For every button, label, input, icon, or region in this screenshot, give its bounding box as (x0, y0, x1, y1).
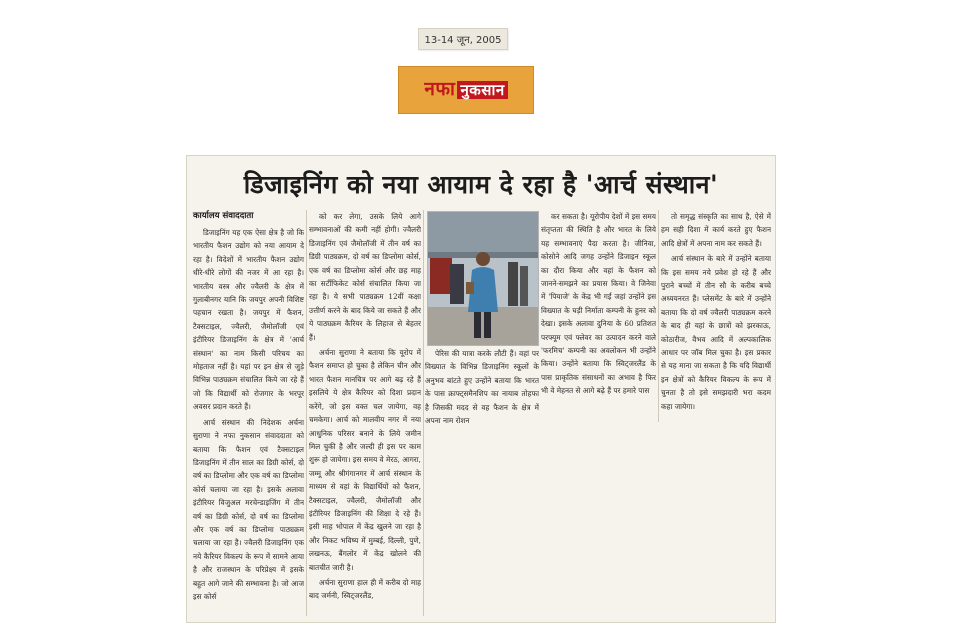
paragraph: डिजाइनिंग यह एक ऐसा क्षेत्र है जो कि भारतीय फैशन उद्योग को नया आयाम दे रहा है। विदेशों में भारतीय फैशन उद्योग धीरे-धीरे लोगों की नजर में आ रहा है। भारतीय वस्त्र और ज्वैलरी के क्षेत्र में गुलाबीनगर यानि कि जयपुर अपनी विशिष्ट पहचान रखता है। जयपुर में फैशन, टैक्सटाइल, ज्वैलरी, जैमोलॉजी एवं इंटीरियर डिजाइनिंग के क्षेत्र में 'आर्च संस्थान' का नाम किसी परिचय का मोहताज नहीं है। यहां पर इन क्षेत्र से जुड़े विभिन्न पाठ्यक्रम संचालित किये जा रहे हैं जो कि विद्यार्थी को रोजगार के भरपूर अवसर प्रदान करते हैं। (193, 228, 304, 412)
column-divider (658, 210, 659, 422)
column-divider (423, 210, 424, 616)
paragraph: तो समृद्ध संस्कृति का साथ है, ऐसे में हम सही दिशा में कार्य करते हुए फैशन आदि क्षेत्रों में अपना नाम कर सकते हैं। (661, 212, 771, 248)
article-column-1 (193, 226, 304, 618)
date-text: 13-14 जून, 2005 (424, 35, 502, 46)
photo-caption (425, 347, 539, 427)
date-tag (418, 28, 508, 50)
paragraph: आर्च संस्थान की निदेशक अर्चना सुराणा ने नफा नुकसान संवाददाता को बताया कि फैशन एवं टैक्सटाइल डिजाइनिंग में तीन साल का डिग्री कोर्स, दो वर्ष का डिप्लोमा और एक वर्ष का डिप्लोमा कोर्स चलाया जा रहा है। इसके अलावा इंटीरियर विजुअल मरचेन्डाइजिंग में तीन वर्ष का डिग्री कोर्स, दो वर्ष का डिप्लोमा और एक वर्ष का डिप्लोमा पाठ्यक्रम चलाया जा रहा है। ज्वैलरी डिजाइनिंग एक नये कैरियर विकल्प के रूप में सामने आया है और राजस्थान के परिप्रेक्ष्य में इसके बहुत आगे जाने की सम्भावना है। जो आज इस कोर्स (193, 417, 304, 601)
article-column-3 (541, 210, 656, 470)
paragraph: अर्चना सुराणा ने बताया कि यूरोप में फैशन समाप्त हो चुका है लेकिन चीन और भारत फैशन मानचित्र पर आगे बढ़ रहे हैं इसलिये ये क्षेत्र कैरियर को दिशा प्रदान करेंगे, जो इस वक्त चल जायेगा, वह चमकेगा। आर्च को मालवीय नगर में नया आधुनिक परिसर बनाने के लिये जमीन मिल चुकी है और जल्दी ही इस पर काम शुरू हो जायेगा। इस समय वे मेरठ, आगरा, जम्मू और श्रीगंगानगर में आर्च संस्थान के माध्यम से वहां के विद्यार्थियों को फैशन, टैक्सटाइल, ज्वैलरी, जैमोलॉजी और इंटीरियर डिजाइनिंग की शिक्षा दे रहे हैं। इसी माह भोपाल में केंद्र खुलने जा रहा है और निकट भविष्य में मुम्बई, दिल्ली, पुणे, लखनऊ, बैंगलोर में केंद्र खोलने की बातचीत जारी है। (309, 348, 421, 572)
newspaper-clipping (186, 155, 776, 623)
paragraph: अर्चना सुराणा हाल ही में करीब दो माह बाद जर्मनी, स्विट्जरलैंड, (309, 577, 421, 601)
article-column-2 (309, 210, 421, 618)
photo-image (428, 212, 538, 345)
headline: डिजाइनिंग को नया आयाम दे रहा है 'आर्च संस्थान' (243, 170, 719, 199)
article-photo (427, 211, 539, 346)
newspaper-logo (398, 66, 534, 114)
paragraph: को कर लेगा, उसके लिये आगे सम्भावनाओं की कमी नहीं होगी। ज्वैलरी डिजाइनिंग एवं जैमोलॉजी में तीन वर्ष का डिग्री पाठ्यक्रम, दो वर्ष का डिप्लोमा कोर्स, एक वर्ष का डिप्लोमा कोर्स और छह माह का सर्टीफिकेट कोर्स संचालित किया जा रहा है। ये सभी पाठ्यक्रम 12वीं कक्षा उत्तीर्ण करने के बाद किये जा सकते हैं और ये पाठ्यक्रम कैरियर के लिहाज से बेहतर हैं। (309, 212, 421, 342)
logo-word-1: नफा (424, 77, 456, 100)
article-column-4 (661, 210, 771, 470)
paragraph: कर सकता है। यूरोपीय देशों में इस समय संतृप्तता की स्थिति है और भारत के लिये यह सम्भावनाएं पैदा करता है। जीनिवा, कोसोने आदि जगह उन्होंने डिजाइन स्कूल का दौरा किया और वहां के फैशन को जानने-समझने का प्रयास किया। वे जिनेवा में 'पियाजे' के केंद्र भी गईं जहां उन्होंने इस विख्यात के घड़ी निर्माता कम्पनी के हुनर को देखा। इसके अलावा दुनिया के 60 प्रतिशत परफ्यूम एवं फ्लेवर का उत्पादन करने वाले 'फरमिच' कम्पनी का अवलोकन भी उन्होंने किया। उन्होंने बताया कि स्विट्जरलैंड के पास प्राकृतिक संसाधनों का अभाव है फिर भी वे मेहनत से आगे बढ़े हैं पर हमारे पास (541, 212, 656, 396)
paragraph: पेरिस की यात्रा करके लौटी हैं। वहां पर विख्यात के विभिन्न डिजाइनिंग स्कूलों के अनुभव बांटते हुए उन्होंने बताया कि भारत के पास क्राफ्ट्समैनशिप का नायाब तोहफा है जिसकी मदद से वह फैशन के क्षेत्र में अपना नाम रोशन (425, 349, 539, 426)
column-divider (306, 210, 307, 616)
paragraph: आर्च संस्थान के बारे में उन्होंने बताया कि इस समय नये प्रवेश हो रहे हैं और पुराने बच्चों में तीन सौ के करीब बच्चे अध्ययनरत हैं। प्लेसमेंट के बारे में उन्होंने बताया कि दो वर्ष ज्वैलरी पाठ्यक्रम करने के बाद ही यहां के छात्रों को झरकाऊ, कोठारीज, वैभव आदि में अल्पकालिक आधार पर जॉब मिल चुका है। इस प्रकार से यह माना जा सकता है कि यदि विद्यार्थी इन क्षेत्रों को कैरियर विकल्प के रूप में चुनता है तो इसे समझदारी भरा कदम कहा जायेगा। (661, 254, 771, 411)
byline: कार्यालय संवाददाता (193, 211, 254, 221)
logo-word-2: नुकसान (457, 81, 507, 99)
